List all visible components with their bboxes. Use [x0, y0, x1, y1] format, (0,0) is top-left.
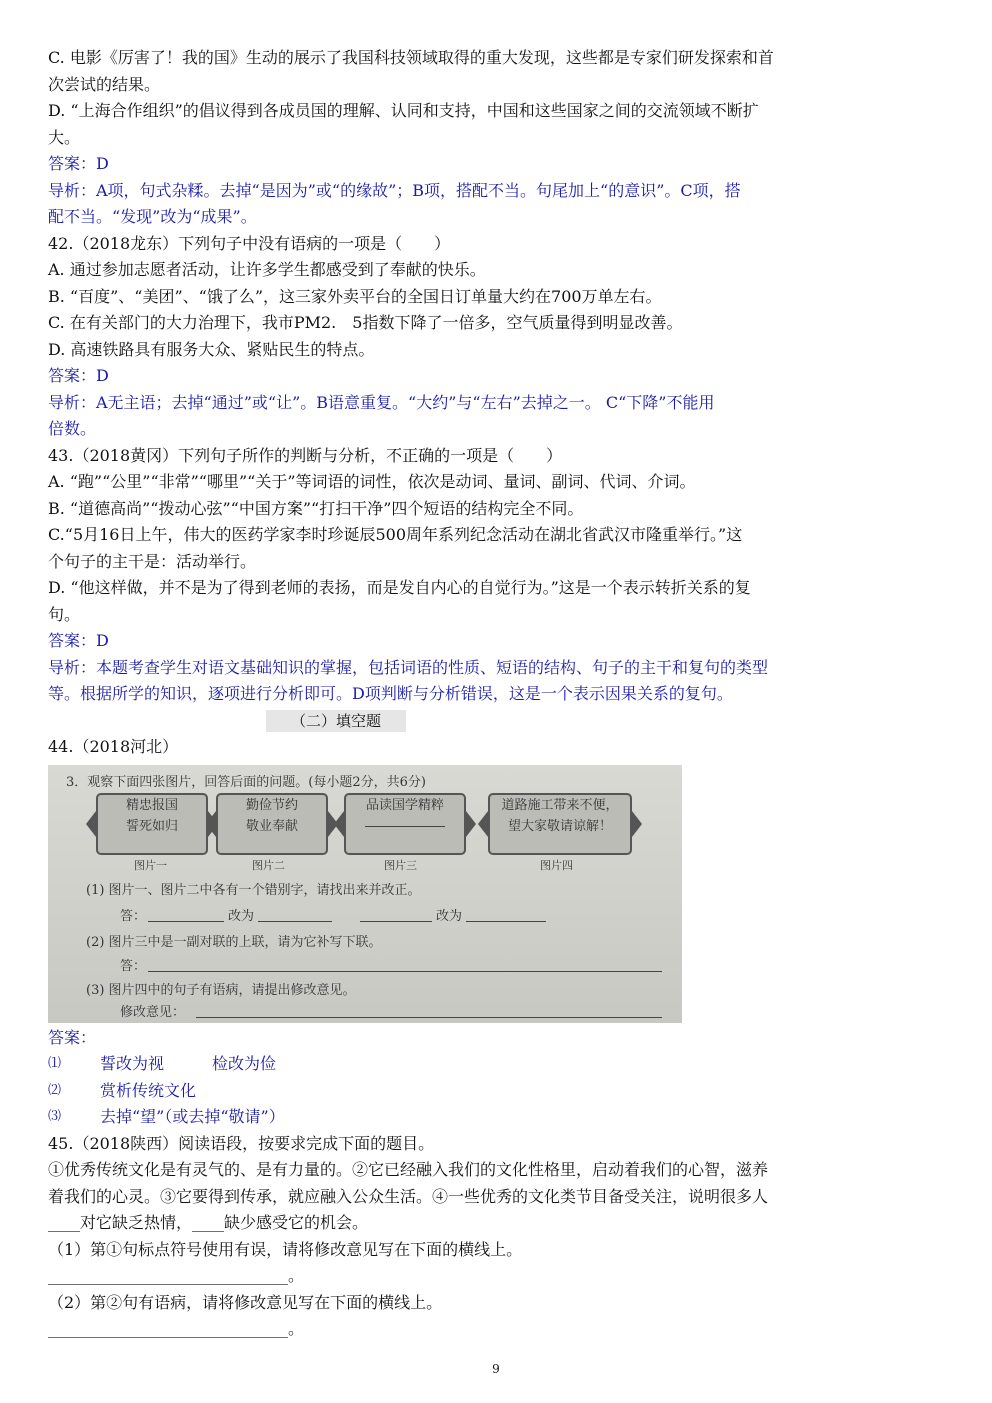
- text-line: C. 在有关部门的大力治理下，我市PM2. 5指数下降了一倍多，空气质量得到明显改善。: [48, 313, 683, 332]
- question-45-line: 45.（2018陕西）阅读语段，按要求完成下面的题目。: [48, 1133, 435, 1153]
- photo-q1-change-1: 改为: [228, 908, 255, 924]
- text-line: B. “道德高尚”“拨动心弦”“中国方案”“打扫干净”四个短语的结构完全不同。: [48, 498, 584, 518]
- photo-q2: (2) 图片三中是一副对联的上联，请为它补写下联。: [86, 934, 382, 950]
- question-45-line: ____对它缺乏热情，____缺少感受它的机会。: [48, 1213, 369, 1232]
- sign-3-line1: 品读国学精粹: [365, 797, 444, 813]
- caption-4: 图片四: [540, 858, 573, 872]
- answer-analysis-line: 导析：A无主语；去掉“通过”或“让”。B语意重复。“大约”与“左右”去掉之一。 C“下降”不能用: [48, 392, 715, 412]
- sign-picture-4: [488, 793, 632, 855]
- answer-text: 赏析传统文化: [100, 1080, 197, 1100]
- page-number: 9: [492, 1362, 500, 1376]
- photo-q1-blank-2: [258, 921, 332, 922]
- caption-1: 图片一: [134, 858, 167, 872]
- photo-q1-answer-label: 答：: [120, 908, 147, 924]
- section-title-fill-in: （二）填空题: [266, 710, 406, 732]
- question-45-line: ______________________________。: [48, 1266, 305, 1285]
- answer-number: ⑴: [48, 1056, 62, 1071]
- photo-q2-blank: [148, 971, 662, 972]
- answer-text: 誓改为视 检改为俭: [100, 1054, 277, 1073]
- answer-item: [48, 1104, 846, 1131]
- text-line: 43.（2018黄冈）下列句子所作的判断与分析，不正确的一项是（ ）: [48, 445, 563, 465]
- sign-4-line2: 望大家敬请谅解！: [507, 818, 612, 834]
- answer-analysis-line: 答案：D: [48, 366, 109, 385]
- text-line: D. “他这样做，并不是为了得到老师的表扬，而是发自内心的自觉行为。”这是一个表示转折关系的复: [48, 578, 751, 597]
- text-line: B. “百度”、“美团”、“饿了么”，这三家外卖平台的全国日订单量大约在700万单左右。: [48, 286, 662, 306]
- sign-2-line1: 勤俭节约: [245, 797, 298, 813]
- photo-q2-answer-label: 答：: [120, 958, 147, 974]
- answer-analysis-line: 导析：A项，句式杂糅。去掉“是因为”或“的缘故”；B项，搭配不当。句尾加上“的意识”。C项，搭: [48, 180, 741, 200]
- text-line: A. “跑”“公里”“非常”“哪里”“关于”等词语的词性，依次是动词、量词、副词、代词、介词。: [48, 472, 696, 491]
- question-45-line: ①优秀传统文化是有灵气的、是有力量的。②它已经融入我们的文化性格里，启动着我们的心智，滋养: [48, 1160, 769, 1179]
- sign-picture-3: [344, 793, 466, 855]
- photo-instruction: 3．观察下面四张图片，回答后面的问题。(每小题2分，共6分): [66, 774, 426, 790]
- document-page: [48, 45, 846, 1343]
- answer-label: 答案：: [48, 1027, 97, 1047]
- question-45-line: （2）第②句有语病，请将修改意见写在下面的横线上。: [48, 1292, 443, 1312]
- text-line: D. 高速铁路具有服务大众、紧贴民生的特点。: [48, 339, 375, 359]
- answer-analysis-line: 导析：本题考查学生对语文基础知识的掌握，包括词语的性质、短语的结构、句子的主干和复句的类型: [48, 657, 769, 677]
- answer-number: ⑶: [48, 1109, 62, 1124]
- text-line: D. “上海合作组织”的倡议得到各成员国的理解、认同和支持，中国和这些国家之间的交流领域不断扩: [48, 101, 759, 120]
- sign-4-line1: 道路施工带来不便，: [501, 797, 619, 813]
- text-line: 个句子的主干是：活动举行。: [48, 551, 257, 571]
- photo-q1: (1) 图片一、图片二中各有一个错别字，请找出来并改正。: [86, 882, 421, 898]
- caption-2: 图片二: [252, 858, 285, 872]
- answer-analysis-line: 等。根据所学的知识，逐项进行分析即可。D项判断与分析错误，这是一个表示因果关系的复句。: [48, 684, 733, 703]
- answer-number: ⑵: [48, 1082, 62, 1098]
- photo-q1-blank-4: [466, 921, 546, 922]
- sign-3-blank: [365, 826, 445, 827]
- question-45-line: 着我们的心灵。③它要得到传承，就应融入公众生活。④一些优秀的文化类节目备受关注，说明很多人: [48, 1186, 769, 1206]
- answer-item: [48, 1051, 846, 1078]
- question-45-line: ______________________________。: [48, 1319, 305, 1338]
- text-line: A. 通过参加志愿者活动，让许多学生都感受到了奉献的快乐。: [48, 260, 486, 279]
- photo-q1-change-2: 改为: [436, 908, 463, 924]
- caption-3: 图片三: [384, 858, 417, 872]
- sign-picture-1: [96, 793, 208, 855]
- answer-analysis-line: 配不当。“发现”改为“成果”。: [48, 207, 257, 226]
- answer-analysis-line: 答案：D: [48, 154, 109, 173]
- text-line: C.“5月16日上午，伟大的医药学家李时珍诞辰500周年系列纪念活动在湖北省武汉市隆重举行。”这: [48, 525, 743, 544]
- photo-q3: (3) 图片四中的句子有语病，请提出修改意见。: [86, 982, 356, 998]
- answer-analysis-line: 答案：D: [48, 631, 109, 650]
- photo-q3-answer-label: 修改意见：: [120, 1004, 186, 1020]
- question-45-line: （1）第①句标点符号使用有误，请将修改意见写在下面的横线上。: [48, 1239, 523, 1259]
- photo-q3-blank: [196, 1017, 662, 1018]
- text-block-q41-q43: [48, 45, 846, 708]
- photo-q1-blank-1: [148, 921, 224, 922]
- photo-q1-blank-3: [360, 921, 432, 922]
- answer-analysis-line: 倍数。: [48, 419, 97, 438]
- exam-question-photo: [48, 765, 682, 1023]
- sign-picture-2: [216, 793, 328, 855]
- section-header-wrap: [48, 708, 846, 735]
- sign-1-line2: 誓死如归: [125, 818, 178, 834]
- sign-1-line1: 精忠报国: [125, 797, 178, 813]
- text-line: 句。: [48, 604, 81, 624]
- question-44-title: 44.（2018河北）: [48, 737, 179, 756]
- text-line: C. 电影《厉害了！我的国》生动的展示了我国科技领域取得的重大发现，这些都是专家们研发探索和首: [48, 48, 774, 67]
- text-line: 大。: [48, 127, 81, 147]
- text-line: 42.（2018龙东）下列句子中没有语病的一项是（ ）: [48, 233, 451, 253]
- sign-2-line2: 敬业奉献: [245, 818, 298, 834]
- answer-text: 去掉“望”（或去掉“敬请”）: [100, 1107, 285, 1126]
- text-line: 次尝试的结果。: [48, 74, 161, 94]
- question-45-block: [48, 1131, 846, 1343]
- answer-item: [48, 1078, 846, 1105]
